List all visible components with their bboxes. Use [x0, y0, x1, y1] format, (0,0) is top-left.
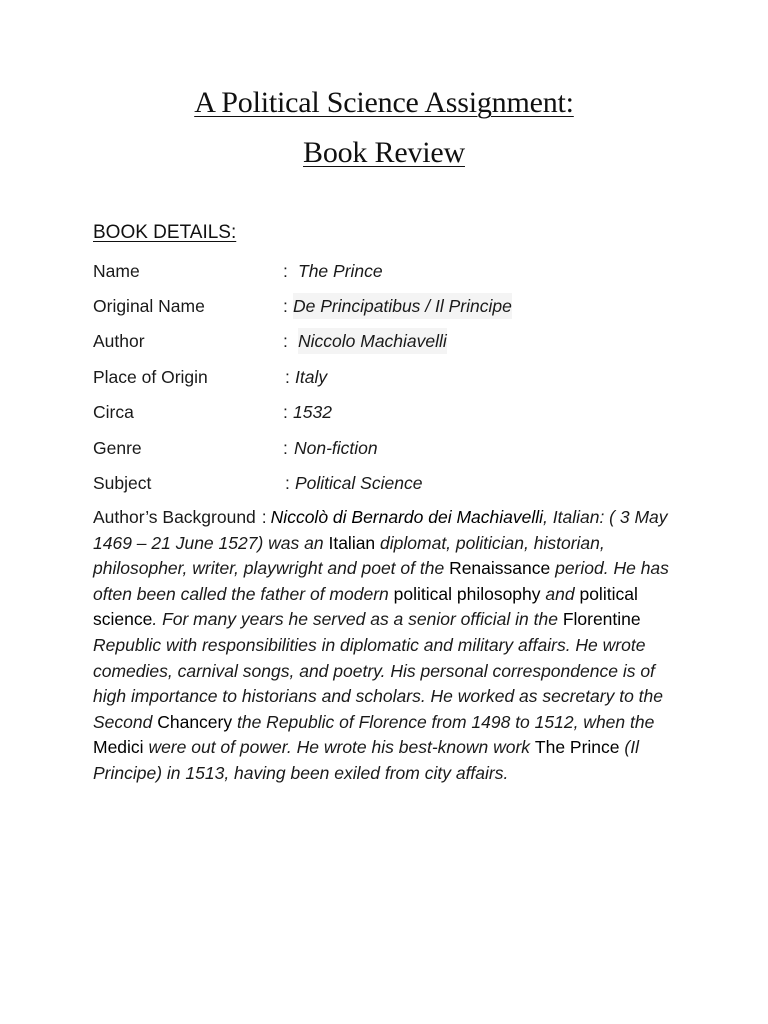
detail-row-name — [93, 258, 693, 284]
detail-label: Circa — [93, 402, 134, 422]
detail-value: Non-fiction — [294, 438, 378, 458]
detail-colon: : — [283, 438, 288, 458]
background-text: Republic with responsibilities in diplomatic and military affairs. He wrote comedies, carnival songs, and poetry. His personal correspondence is of high importance to historians and scholars. He worked as secretary to the Second — [93, 634, 664, 732]
detail-value: Political Science — [295, 473, 423, 493]
document-title: A Political Science Assignment: — [194, 86, 574, 119]
background-text: period. He has often been called the father of modern — [93, 558, 669, 604]
author-background-paragraph — [93, 505, 683, 787]
detail-label: Author — [93, 331, 145, 351]
detail-colon: : — [283, 402, 288, 422]
author-full-name: Niccolò di Bernardo dei Machiavelli — [270, 507, 544, 527]
detail-row-subject — [93, 470, 693, 496]
detail-label: Place of Origin — [93, 367, 208, 387]
detail-colon: : — [283, 296, 288, 316]
detail-row-circa — [93, 399, 693, 425]
detail-value: Niccolo Machiavelli — [298, 328, 447, 354]
detail-label: Name — [93, 261, 140, 281]
detail-row-place-of-origin — [93, 364, 693, 390]
background-term: The Prince — [534, 737, 620, 758]
detail-colon: : — [285, 367, 290, 387]
book-details-heading: BOOK DETAILS: — [93, 222, 237, 243]
background-term: Florentine — [562, 609, 641, 630]
background-term: Medici — [93, 737, 144, 758]
background-term: political philosophy — [393, 583, 541, 604]
author-background-label: Author’s Background — [93, 507, 256, 527]
detail-value: The Prince — [298, 261, 383, 281]
background-text: were out of power. He wrote his best-known work — [143, 737, 535, 758]
background-text: the Republic of Florence from 1498 to 1512, when the — [232, 711, 655, 732]
detail-row-original-name — [93, 293, 693, 319]
detail-colon: : — [283, 261, 288, 281]
document-subtitle: Book Review — [303, 136, 465, 169]
detail-colon: : — [285, 473, 290, 493]
background-term: Chancery — [157, 711, 233, 732]
detail-value: De Principatibus / Il Principe — [293, 293, 512, 319]
detail-value: Italy — [295, 367, 328, 387]
background-text: diplomat, politician, historian, philosopher, writer, playwright and poet of the — [93, 532, 605, 579]
author-background-colon: : — [261, 507, 267, 527]
background-term: Italian — [328, 532, 376, 553]
background-text: and — [540, 583, 580, 604]
background-term: political science — [93, 583, 638, 630]
background-text: . For many years he served as a senior official in the — [152, 609, 563, 630]
background-text: , Italian: ( 3 May 1469 – 21 June 1527) was an — [93, 507, 668, 553]
background-text: (Il Principe) in 1513, having been exiled from city affairs. — [93, 737, 639, 783]
detail-value: 1532 — [293, 402, 332, 422]
detail-row-author — [93, 328, 693, 354]
detail-label: Subject — [93, 473, 152, 493]
detail-row-genre — [93, 435, 693, 461]
detail-label: Genre — [93, 438, 142, 458]
detail-label: Original Name — [93, 296, 205, 316]
detail-colon: : — [283, 331, 288, 351]
background-term: Renaissance — [449, 558, 551, 579]
